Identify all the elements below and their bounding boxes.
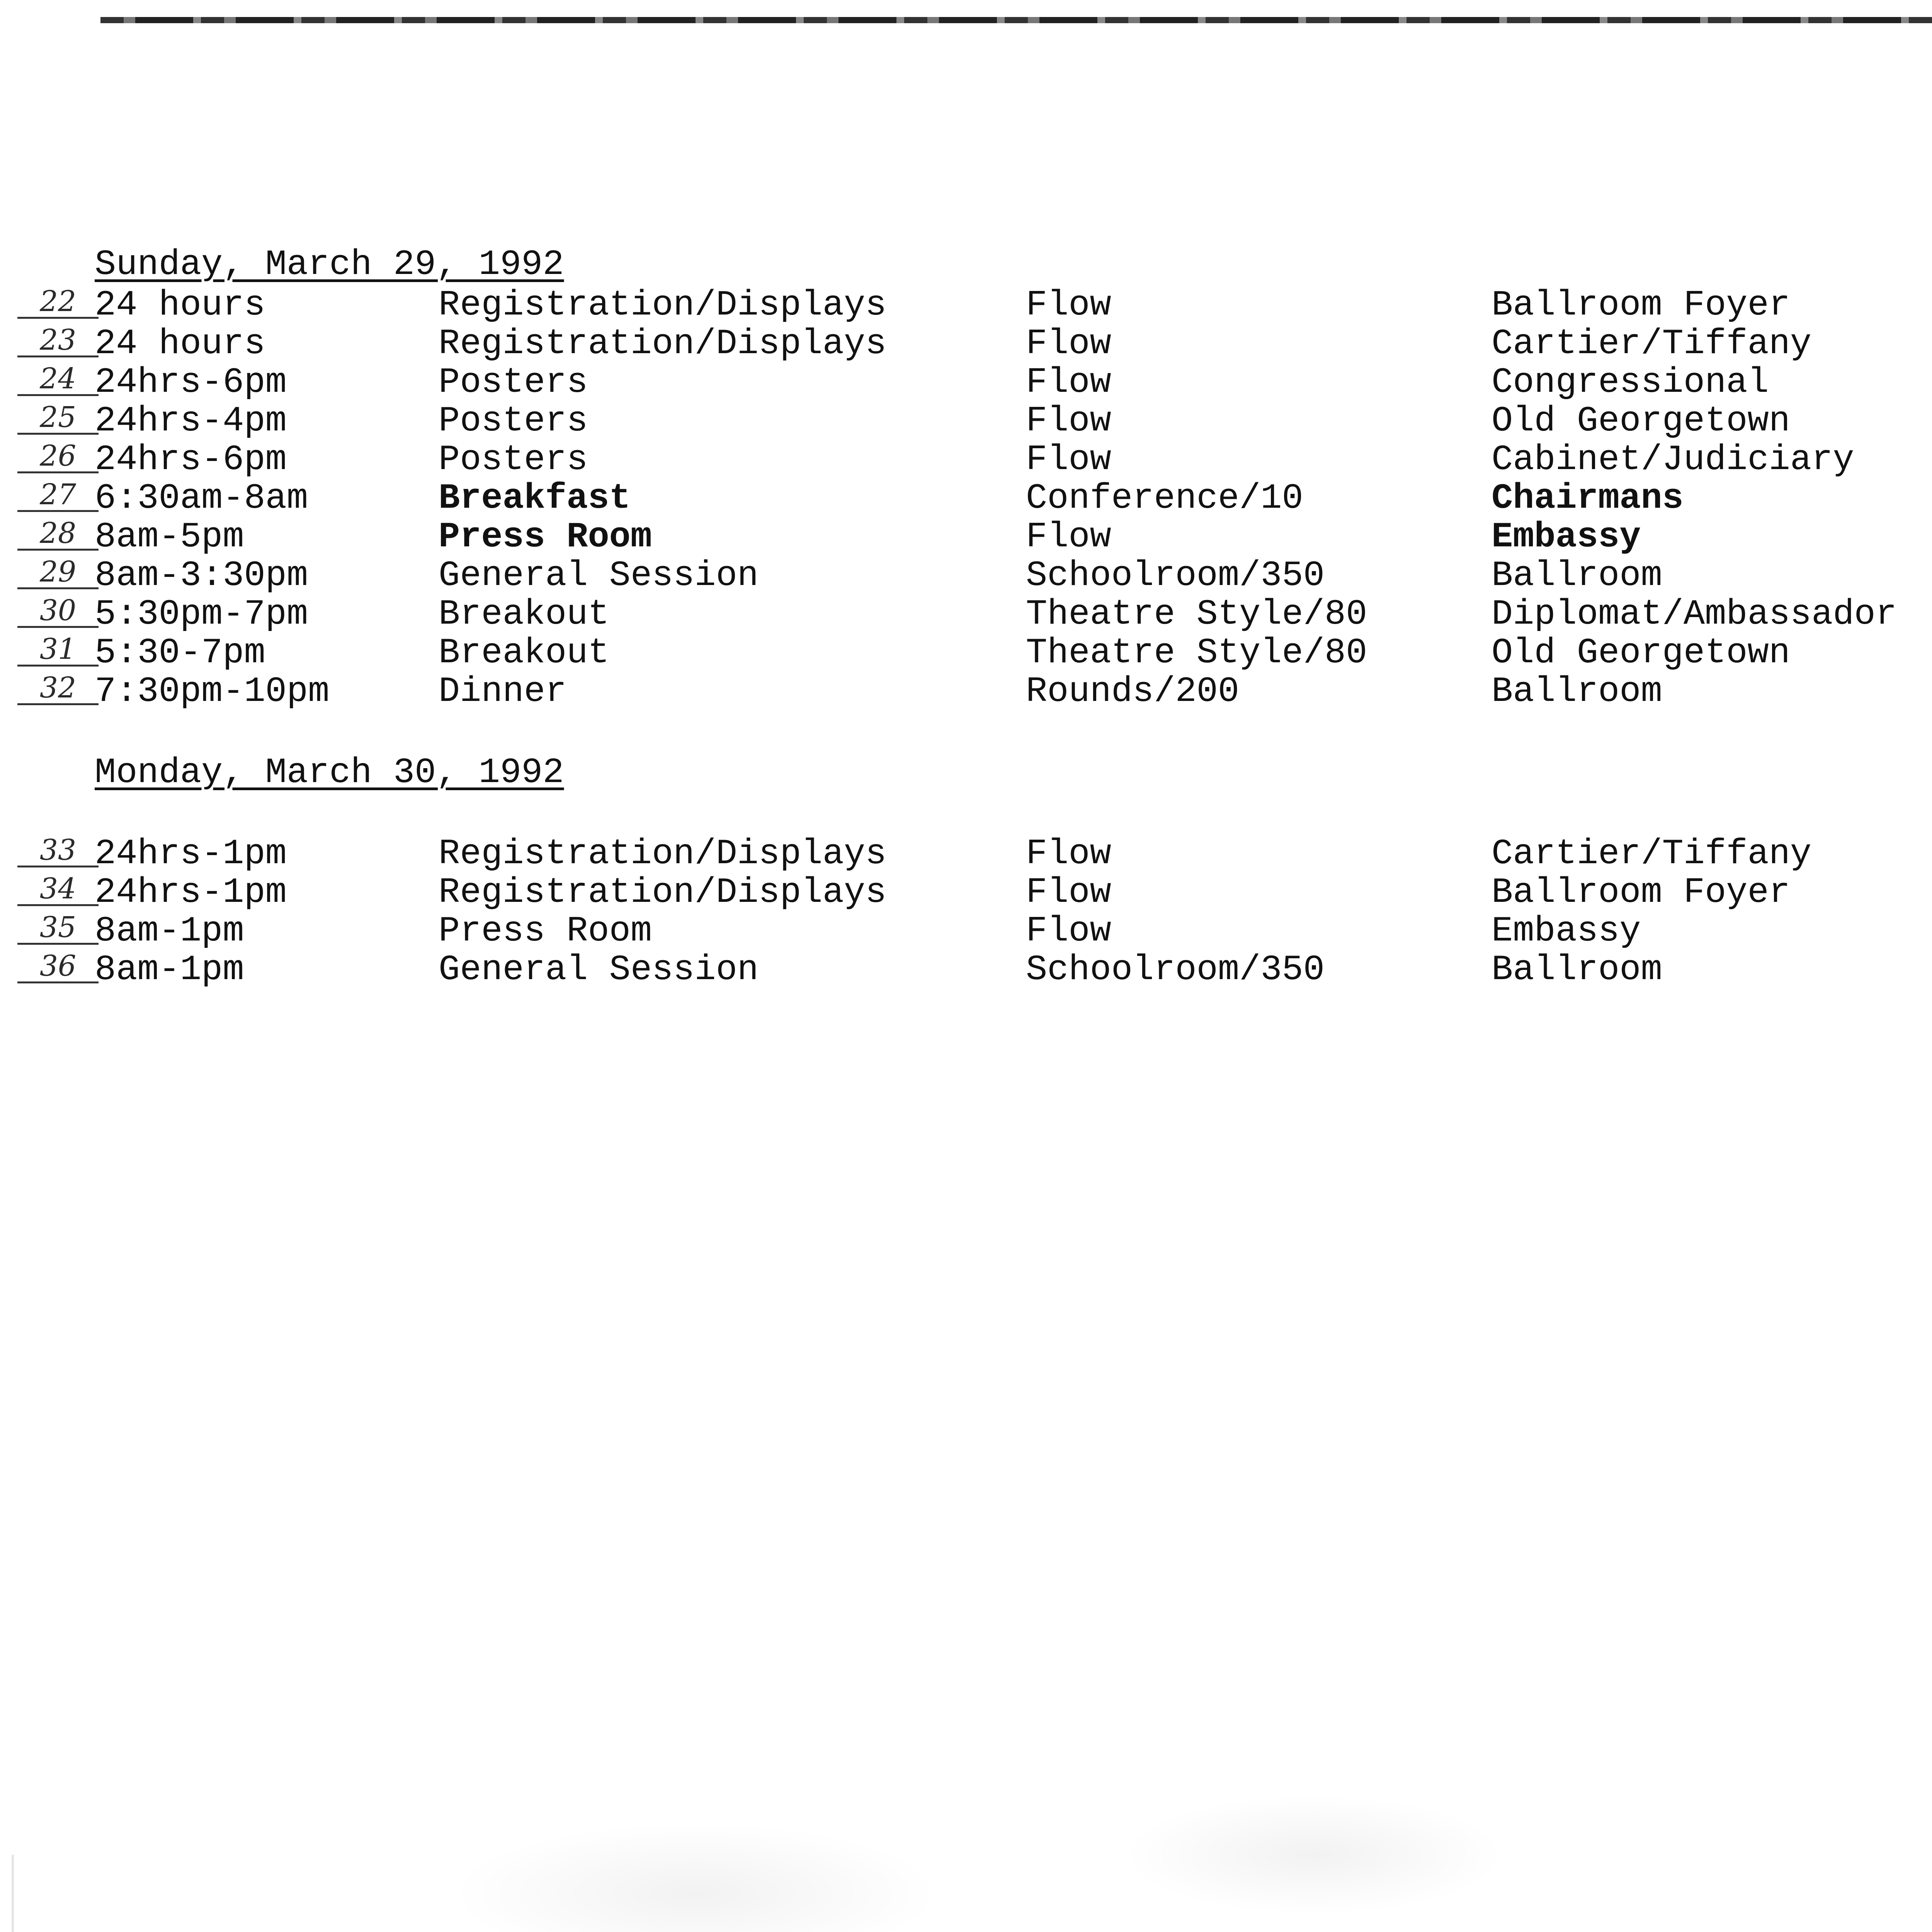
- handwritten-number: 27: [17, 479, 99, 512]
- event-cell: Registration/Displays: [439, 285, 887, 325]
- event-cell: Press Room: [439, 517, 652, 557]
- time-cell: 8am-1pm: [95, 911, 244, 951]
- room-cell: Cartier/Tiffany: [1492, 323, 1812, 364]
- time-cell: 8am-1pm: [95, 949, 244, 990]
- room-cell: Chairmans: [1492, 478, 1684, 519]
- schedule-row: [0, 518, 1932, 556]
- time-cell: 8am-5pm: [95, 517, 244, 557]
- handwritten-number: 26: [17, 440, 99, 473]
- handwritten-number: 33: [17, 835, 99, 867]
- setup-cell: Flow: [1026, 323, 1111, 364]
- room-cell: Ballroom: [1492, 671, 1662, 712]
- paper-texture: [0, 1507, 1932, 1932]
- event-cell: Posters: [439, 362, 588, 403]
- room-cell: Ballroom Foyer: [1492, 285, 1790, 325]
- handwritten-number: 29: [17, 556, 99, 589]
- time-cell: 7:30pm-10pm: [95, 671, 330, 712]
- setup-cell: Flow: [1026, 911, 1111, 951]
- handwritten-number: 35: [17, 912, 99, 945]
- time-cell: 24 hours: [95, 285, 265, 325]
- setup-cell: Conference/10: [1026, 478, 1303, 519]
- room-cell: Embassy: [1492, 517, 1641, 557]
- time-cell: 8am-3:30pm: [95, 555, 308, 596]
- setup-cell: Theatre Style/80: [1026, 633, 1367, 673]
- scan-top-edge: [100, 17, 1932, 23]
- handwritten-number: 34: [17, 873, 99, 906]
- setup-cell: Flow: [1026, 362, 1111, 403]
- handwritten-number: 30: [17, 595, 99, 628]
- schedule-row: [0, 325, 1932, 363]
- section-heading-sunday: Sunday, March 29, 1992: [95, 244, 564, 285]
- setup-cell: Flow: [1026, 833, 1111, 874]
- room-cell: Old Georgetown: [1492, 633, 1790, 673]
- event-cell: General Session: [439, 949, 759, 990]
- schedule-row: [0, 595, 1932, 634]
- setup-cell: Flow: [1026, 401, 1111, 441]
- handwritten-number: 36: [17, 951, 99, 983]
- time-cell: 24hrs-1pm: [95, 833, 287, 874]
- schedule-row: [0, 440, 1932, 479]
- schedule-row: [0, 873, 1932, 912]
- schedule-row: [0, 672, 1932, 711]
- room-cell: Cabinet/Judiciary: [1492, 439, 1854, 480]
- event-cell: Posters: [439, 439, 588, 480]
- time-cell: 24hrs-1pm: [95, 872, 287, 913]
- event-cell: Press Room: [439, 911, 652, 951]
- room-cell: Cartier/Tiffany: [1492, 833, 1812, 874]
- setup-cell: Schoolroom/350: [1026, 949, 1325, 990]
- time-cell: 24hrs-4pm: [95, 401, 287, 441]
- handwritten-number: 23: [17, 325, 99, 357]
- setup-cell: Flow: [1026, 439, 1111, 480]
- room-cell: Ballroom Foyer: [1492, 872, 1790, 913]
- event-cell: Registration/Displays: [439, 872, 887, 913]
- time-cell: 5:30-7pm: [95, 633, 265, 673]
- room-cell: Diplomat/Ambassador: [1492, 594, 1897, 634]
- setup-cell: Schoolroom/350: [1026, 555, 1325, 596]
- handwritten-number: 22: [17, 286, 99, 319]
- time-cell: 24hrs-6pm: [95, 362, 287, 403]
- handwritten-number: 32: [17, 672, 99, 705]
- schedule-row: [0, 835, 1932, 873]
- scan-left-edge: [12, 1855, 14, 1932]
- section-heading-monday: Monday, March 30, 1992: [95, 752, 564, 793]
- setup-cell: Flow: [1026, 872, 1111, 913]
- setup-cell: Flow: [1026, 285, 1111, 325]
- room-cell: Ballroom: [1492, 555, 1662, 596]
- handwritten-number: 31: [17, 634, 99, 667]
- setup-cell: Flow: [1026, 517, 1111, 557]
- event-cell: Registration/Displays: [439, 833, 887, 874]
- time-cell: 24hrs-6pm: [95, 439, 287, 480]
- event-cell: Posters: [439, 401, 588, 441]
- event-cell: Breakout: [439, 594, 609, 634]
- room-cell: Embassy: [1492, 911, 1641, 951]
- room-cell: Old Georgetown: [1492, 401, 1790, 441]
- time-cell: 6:30am-8am: [95, 478, 308, 519]
- handwritten-number: 28: [17, 518, 99, 551]
- event-cell: General Session: [439, 555, 759, 596]
- schedule-row: [0, 951, 1932, 989]
- schedule-row: [0, 402, 1932, 440]
- schedule-row: [0, 634, 1932, 672]
- schedule-row: [0, 363, 1932, 402]
- setup-cell: Theatre Style/80: [1026, 594, 1367, 634]
- event-cell: Breakout: [439, 633, 609, 673]
- event-cell: Dinner: [439, 671, 567, 712]
- time-cell: 24 hours: [95, 323, 265, 364]
- room-cell: Congressional: [1492, 362, 1769, 403]
- schedule-row: [0, 912, 1932, 951]
- handwritten-number: 24: [17, 363, 99, 396]
- event-cell: Registration/Displays: [439, 323, 887, 364]
- time-cell: 5:30pm-7pm: [95, 594, 308, 634]
- handwritten-number: 25: [17, 402, 99, 435]
- room-cell: Ballroom: [1492, 949, 1662, 990]
- schedule-row: [0, 479, 1932, 518]
- event-cell: Breakfast: [439, 478, 631, 519]
- setup-cell: Rounds/200: [1026, 671, 1240, 712]
- schedule-row: [0, 286, 1932, 325]
- schedule-row: [0, 556, 1932, 595]
